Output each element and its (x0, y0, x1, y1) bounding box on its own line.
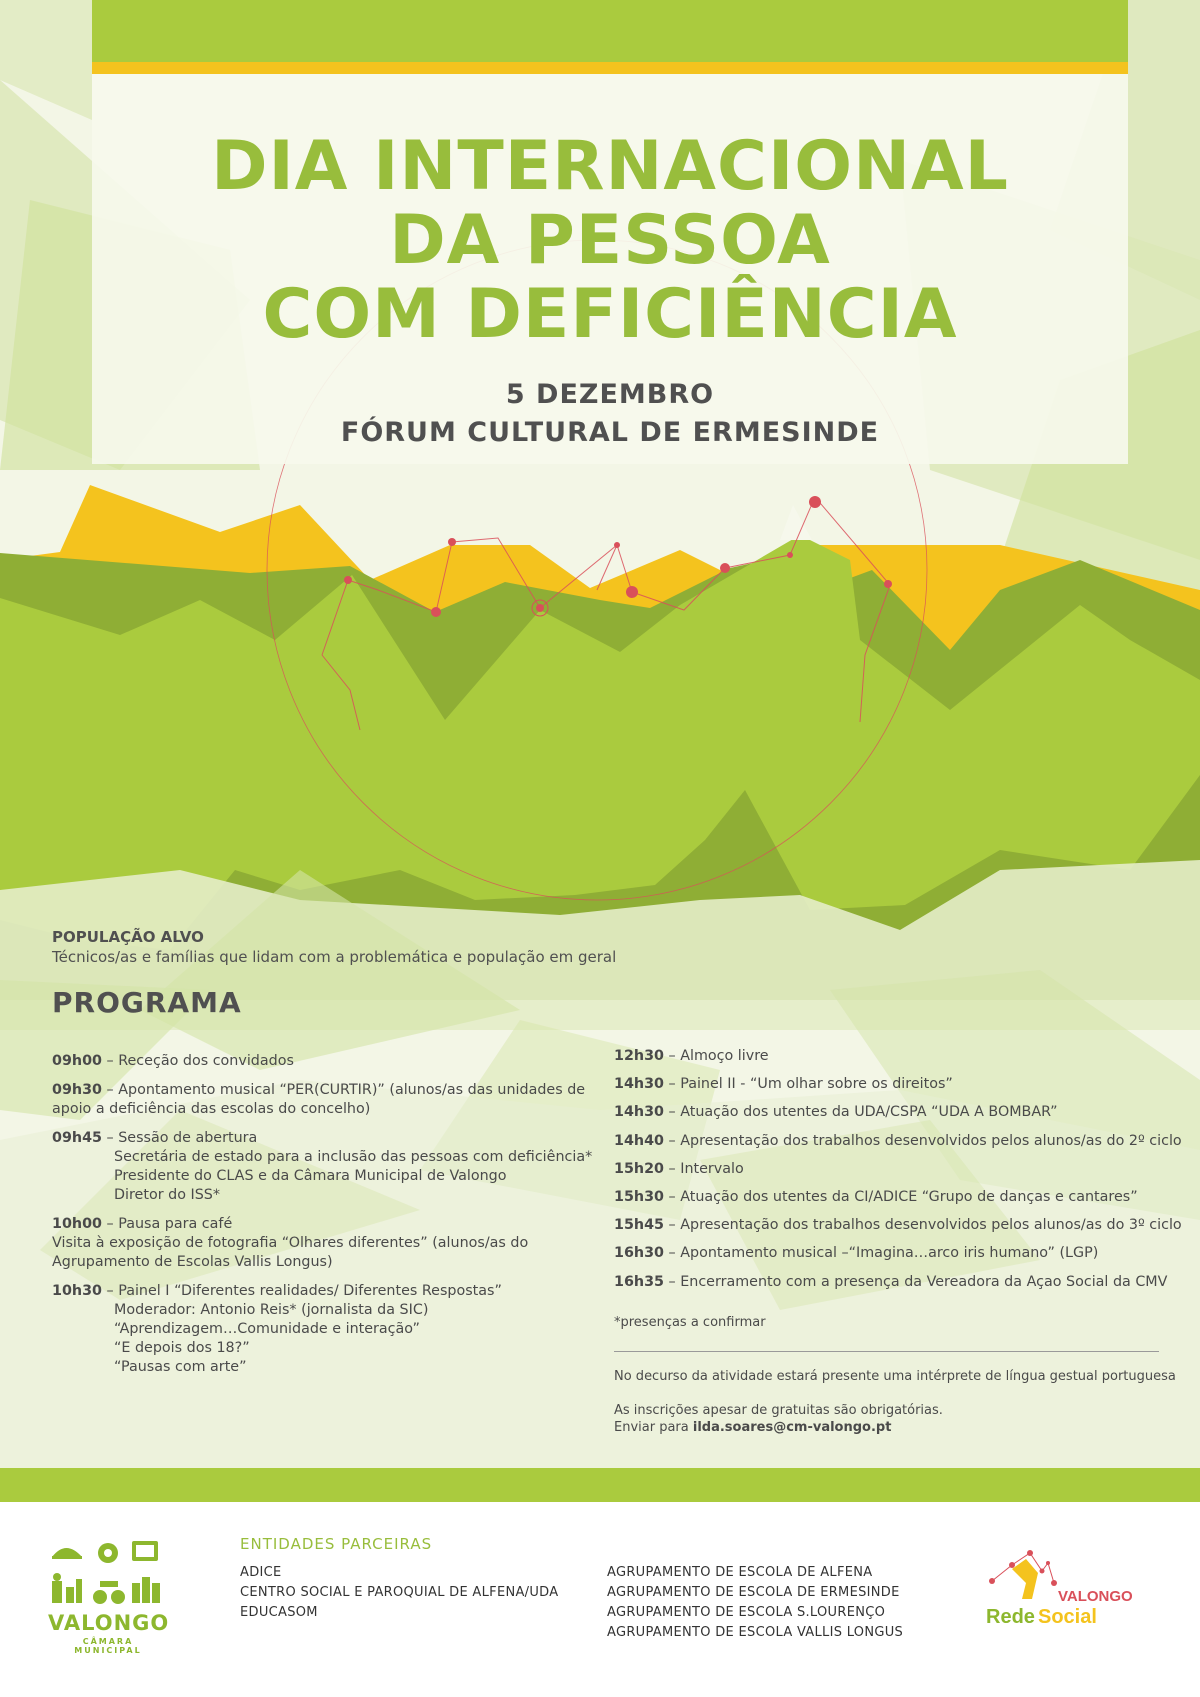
registration-contact (614, 1419, 891, 1436)
schedule-time: 10h30 (52, 1283, 102, 1299)
schedule-time: 12h30 (614, 1048, 664, 1064)
schedule-item (52, 1052, 592, 1071)
schedule-time: 14h30 (614, 1104, 664, 1121)
schedule-item (614, 1244, 1174, 1263)
schedule-text-continued: Agrupamento de Escolas Vallis Longus) (52, 1254, 333, 1270)
schedule-item (614, 1188, 1174, 1207)
schedule-item (52, 1081, 592, 1119)
valongo-name: VALONGO (48, 1611, 170, 1635)
event-subtitle (92, 376, 1128, 452)
program-heading: PROGRAMA (52, 986, 242, 1019)
audience-text: Técnicos/as e famílias que lidam com a problemática e população em geral (52, 948, 617, 966)
event-title (92, 127, 1128, 354)
schedule-text: – Painel II - “Um olhar sobre os direitos” (663, 1076, 953, 1093)
rede-word-2: Social (1038, 1606, 1097, 1628)
schedule-item (614, 1160, 1174, 1179)
partner-name: CENTRO SOCIAL E PAROQUIAL DE ALFENA/UDA (240, 1585, 559, 1600)
title-line-2: DA PESSOA (389, 201, 831, 280)
schedule-item (614, 1047, 1174, 1066)
schedule-text: – Apontamento musical –“Imagina…arco iris humano” (LGP) (663, 1245, 1099, 1262)
schedule-time: 15h30 (614, 1188, 664, 1205)
send-prefix: Enviar para (614, 1420, 693, 1435)
event-date: 5 DEZEMBRO (505, 379, 715, 410)
schedule-subitem: Secretária de estado para a inclusão das pessoas com deficiência* (114, 1149, 593, 1165)
title-line-1: DIA INTERNACIONAL (211, 127, 1009, 206)
partners-list-right (607, 1563, 903, 1643)
schedule-time: 16h35 (614, 1273, 664, 1290)
schedule-time: 10h00 (52, 1216, 102, 1232)
partner-name: AGRUPAMENTO DE ESCOLA VALLIS LONGUS (607, 1625, 904, 1640)
schedule-item (52, 1282, 592, 1377)
schedule-text: – Receção dos convidados (101, 1053, 294, 1069)
schedule-item (52, 1129, 592, 1205)
bottom-green-band (0, 1468, 1200, 1502)
schedule-text: – Atuação dos utentes da CI/ADICE “Grupo de danças e cantares” (663, 1188, 1138, 1205)
registration-note: As inscrições apesar de gratuitas são obrigatórias. (614, 1403, 943, 1418)
partner-name: ADICE (240, 1565, 282, 1580)
schedule-time: 15h20 (614, 1160, 664, 1177)
schedule-time: 14h40 (614, 1132, 664, 1149)
contact-email[interactable]: ilda.soares@cm-valongo.pt (692, 1420, 892, 1435)
schedule-time: 09h45 (52, 1130, 102, 1146)
schedule-text: – Apresentação dos trabalhos desenvolvidos pelos alunos/as do 2º ciclo (663, 1132, 1182, 1149)
schedule-item (614, 1132, 1182, 1151)
footnote: *presenças a confirmar (614, 1315, 766, 1330)
program-right-column (614, 1047, 1182, 1301)
rede-word-1: Rede (986, 1606, 1035, 1628)
rede-social-logo (982, 1543, 1152, 1653)
partner-name: EDUCASOM (240, 1605, 318, 1620)
top-green-band (92, 0, 1128, 62)
schedule-subitem: “Aprendizagem…Comunidade e interação” (114, 1321, 420, 1337)
schedule-item (614, 1103, 1174, 1122)
sign-language-note: No decurso da atividade estará presente uma intérprete de língua gestual portuguesa (614, 1369, 1176, 1384)
partners-list-left (240, 1563, 558, 1623)
event-venue: FÓRUM CULTURAL DE ERMESINDE (340, 417, 880, 448)
schedule-time: 16h30 (614, 1245, 664, 1262)
rede-city-text: VALONGO (1058, 1588, 1133, 1605)
schedule-subitem: Diretor do ISS* (114, 1187, 220, 1203)
schedule-text: – Apresentação dos trabalhos desenvolvidos pelos alunos/as do 3º ciclo (663, 1217, 1182, 1234)
program-left-column (52, 1052, 592, 1387)
audience-heading: POPULAÇÃO ALVO (52, 928, 204, 946)
schedule-text-continued: Visita à exposição de fotografia “Olhares diferentes” (alunos/as do (52, 1235, 529, 1251)
partner-name: AGRUPAMENTO DE ESCOLA DE ALFENA (607, 1565, 873, 1580)
schedule-text: – Encerramento com a presença da Vereadora da Açao Social da CMV (663, 1273, 1168, 1290)
schedule-item (614, 1216, 1182, 1235)
schedule-text: – Sessão de abertura (101, 1130, 258, 1146)
schedule-text-continued: apoio a deficiência das escolas do concelho) (52, 1101, 371, 1117)
schedule-text: – Apontamento musical “PER(CURTIR)” (alunos/as das unidades de (101, 1082, 586, 1098)
partner-name: AGRUPAMENTO DE ESCOLA S.LOURENÇO (607, 1605, 886, 1620)
schedule-text: – Intervalo (663, 1160, 744, 1177)
schedule-time: 09h00 (52, 1053, 102, 1069)
title-line-3: COM DEFICIÊNCIA (262, 275, 958, 354)
schedule-text: – Pausa para café (101, 1216, 233, 1232)
schedule-text: – Painel I “Diferentes realidades/ Diferentes Respostas” (101, 1283, 502, 1299)
schedule-time: 14h30 (614, 1076, 664, 1093)
schedule-subitem: Moderador: Antonio Reis* (jornalista da SIC) (114, 1302, 429, 1318)
top-yellow-stripe (92, 62, 1128, 74)
schedule-subitem: Presidente do CLAS e da Câmara Municipal de Valongo (114, 1168, 507, 1184)
schedule-time: 09h30 (52, 1082, 102, 1098)
divider (614, 1351, 1159, 1352)
schedule-text: – Atuação dos utentes da UDA/CSPA “UDA A BOMBAR” (663, 1104, 1058, 1121)
schedule-item (614, 1075, 1174, 1094)
schedule-subitem: “E depois dos 18?” (114, 1340, 250, 1356)
partner-name: AGRUPAMENTO DE ESCOLA DE ERMESINDE (607, 1585, 900, 1600)
schedule-subitem: “Pausas com arte” (114, 1359, 247, 1375)
schedule-text: – Almoço livre (663, 1048, 769, 1064)
schedule-item (614, 1273, 1174, 1292)
valongo-subtitle: CÂMARA MUNICIPAL (74, 1637, 142, 1655)
schedule-item (52, 1215, 592, 1272)
schedule-time: 15h45 (614, 1217, 664, 1234)
partners-heading: ENTIDADES PARCEIRAS (240, 1535, 433, 1553)
